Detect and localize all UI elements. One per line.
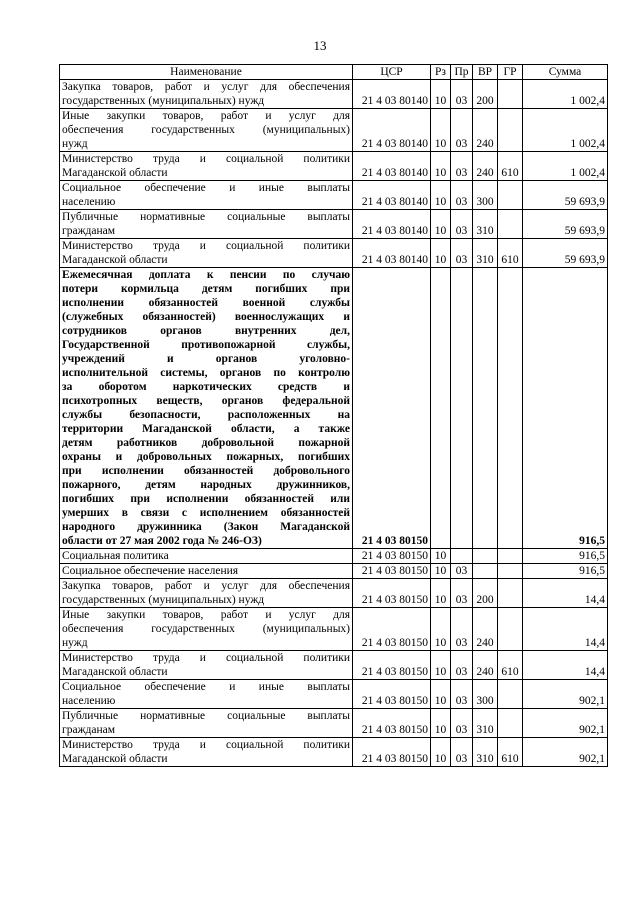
cell-sum: 59 693,9: [523, 181, 608, 210]
cell-vr: 200: [473, 579, 498, 608]
table-row: [60, 80, 608, 109]
name-line: учреждений и органов уголовно-: [62, 353, 350, 365]
name-line: охраны и добровольных пожарных, погибших: [62, 451, 350, 463]
name-line: Министерство труда и социальной политики: [62, 240, 350, 252]
cell-gr: [498, 549, 523, 564]
cell-gr: [498, 268, 523, 549]
cell-csr: 21 4 03 80140: [353, 181, 431, 210]
name-line: потери кормильца детям погибших при: [62, 283, 350, 295]
cell-csr: 21 4 03 80140: [353, 152, 431, 181]
cell-name: [60, 579, 353, 608]
cell-rz: 10: [431, 651, 451, 680]
name-line: Социальная политика: [62, 550, 169, 562]
table-row: [60, 564, 608, 579]
table-row: [60, 579, 608, 608]
cell-sum: 59 693,9: [523, 239, 608, 268]
name-line: Магаданской области: [62, 666, 168, 678]
name-line: области от 27 мая 2002 года № 246-ОЗ): [62, 535, 262, 547]
cell-name: [60, 680, 353, 709]
name-line: Социальное обеспечение и иные выплаты: [62, 182, 350, 194]
cell-sum: 1 002,4: [523, 80, 608, 109]
name-line: Магаданской области: [62, 254, 168, 266]
cell-csr: 21 4 03 80140: [353, 109, 431, 152]
cell-gr: 610: [498, 152, 523, 181]
cell-vr: 240: [473, 152, 498, 181]
cell-rz: 10: [431, 181, 451, 210]
cell-pr: 03: [451, 80, 473, 109]
cell-pr: 03: [451, 210, 473, 239]
name-line: исполнении обязанностей военной службы: [62, 297, 350, 309]
name-line: при исполнении обязанностей добровольного: [62, 465, 350, 477]
cell-csr: 21 4 03 80150: [353, 738, 431, 767]
name-line: Министерство труда и социальной политики: [62, 652, 350, 664]
cell-gr: 610: [498, 738, 523, 767]
name-line: Магаданской области: [62, 167, 168, 179]
table-row: [60, 738, 608, 767]
table-body: [60, 80, 608, 767]
name-line: Публичные нормативные социальные выплаты: [62, 710, 350, 722]
cell-vr: [473, 549, 498, 564]
cell-gr: [498, 109, 523, 152]
cell-rz: [431, 268, 451, 549]
cell-pr: 03: [451, 579, 473, 608]
header-name: Наименование: [60, 65, 353, 80]
cell-pr: [451, 268, 473, 549]
cell-csr: 21 4 03 80150: [353, 579, 431, 608]
name-line: обеспечения государственных (муниципальных): [62, 124, 350, 136]
cell-pr: 03: [451, 709, 473, 738]
cell-rz: 10: [431, 80, 451, 109]
page-number: 13: [313, 38, 327, 53]
cell-name: [60, 80, 353, 109]
table-header-row: [60, 65, 608, 80]
cell-gr: [498, 80, 523, 109]
cell-vr: 310: [473, 709, 498, 738]
cell-rz: 10: [431, 210, 451, 239]
table-row: [60, 181, 608, 210]
name-line: Закупка товаров, работ и услуг для обеспечения: [62, 580, 350, 592]
cell-gr: [498, 579, 523, 608]
name-line: населению: [62, 196, 116, 208]
cell-sum: 916,5: [523, 549, 608, 564]
header-gr: ГР: [498, 65, 523, 80]
name-line: (служебных обязанностей) военнослужащих и: [62, 311, 350, 323]
header-vr: ВР: [473, 65, 498, 80]
cell-rz: 10: [431, 109, 451, 152]
table-row: [60, 109, 608, 152]
header-rz: Рз: [431, 65, 451, 80]
name-line: исполнительной системы, органов по контролю: [62, 367, 350, 379]
table-row: [60, 651, 608, 680]
cell-pr: 03: [451, 564, 473, 579]
cell-csr: 21 4 03 80140: [353, 239, 431, 268]
cell-name: [60, 181, 353, 210]
name-line: Министерство труда и социальной политики: [62, 153, 350, 165]
table-row: [60, 210, 608, 239]
header-sum: Сумма: [523, 65, 608, 80]
name-line: службы безопасности, расположенных на: [62, 409, 350, 421]
name-line: сотрудников органов внутренних дел,: [62, 325, 350, 337]
cell-pr: 03: [451, 239, 473, 268]
cell-name: [60, 608, 353, 651]
cell-csr: 21 4 03 80150: [353, 564, 431, 579]
cell-gr: 610: [498, 651, 523, 680]
cell-vr: 240: [473, 109, 498, 152]
cell-gr: [498, 680, 523, 709]
cell-vr: 300: [473, 680, 498, 709]
cell-name: [60, 268, 353, 549]
cell-rz: 10: [431, 152, 451, 181]
cell-pr: 03: [451, 651, 473, 680]
name-line: Иные закупки товаров, работ и услуг для: [62, 110, 350, 122]
cell-rz: 10: [431, 709, 451, 738]
name-line: психотропных веществ, органов федеральной: [62, 395, 350, 407]
cell-pr: 03: [451, 152, 473, 181]
name-line: населению: [62, 695, 116, 707]
name-line: Закупка товаров, работ и услуг для обеспечения: [62, 81, 350, 93]
cell-pr: [451, 549, 473, 564]
cell-name: [60, 709, 353, 738]
name-line: пожарного, детям народных дружинников,: [62, 479, 350, 491]
table-row: [60, 268, 608, 549]
name-line: Министерство труда и социальной политики: [62, 739, 350, 751]
cell-rz: 10: [431, 564, 451, 579]
name-line: государственных (муниципальных) нужд: [62, 594, 265, 606]
cell-sum: 902,1: [523, 738, 608, 767]
header-csr: ЦСР: [353, 65, 431, 80]
name-line: Государственной противопожарной службы,: [62, 339, 350, 351]
cell-csr: 21 4 03 80150: [353, 268, 431, 549]
cell-vr: [473, 268, 498, 549]
cell-pr: 03: [451, 680, 473, 709]
cell-pr: 03: [451, 109, 473, 152]
table-row: [60, 549, 608, 564]
table-row: [60, 680, 608, 709]
name-line: Социальное обеспечение населения: [62, 565, 239, 577]
cell-sum: 1 002,4: [523, 109, 608, 152]
cell-sum: 916,5: [523, 268, 608, 549]
cell-name: [60, 109, 353, 152]
cell-vr: 310: [473, 239, 498, 268]
cell-sum: 14,4: [523, 579, 608, 608]
cell-gr: 610: [498, 239, 523, 268]
cell-sum: 902,1: [523, 680, 608, 709]
cell-gr: [498, 210, 523, 239]
cell-rz: 10: [431, 239, 451, 268]
cell-sum: 14,4: [523, 608, 608, 651]
cell-sum: 916,5: [523, 564, 608, 579]
cell-name: [60, 738, 353, 767]
cell-name: [60, 152, 353, 181]
table-row: [60, 152, 608, 181]
cell-rz: 10: [431, 738, 451, 767]
name-line: Ежемесячная доплата к пенсии по случаю: [62, 269, 350, 281]
cell-vr: [473, 564, 498, 579]
cell-vr: 300: [473, 181, 498, 210]
cell-csr: 21 4 03 80140: [353, 80, 431, 109]
name-line: нужд: [62, 138, 88, 150]
cell-csr: 21 4 03 80150: [353, 709, 431, 738]
name-line: Социальное обеспечение и иные выплаты: [62, 681, 350, 693]
table-row: [60, 709, 608, 738]
cell-sum: 902,1: [523, 709, 608, 738]
name-line: нужд: [62, 637, 88, 649]
name-line: умерших в связи с исполнением обязанностей: [62, 507, 350, 519]
cell-gr: [498, 564, 523, 579]
cell-vr: 310: [473, 210, 498, 239]
cell-rz: 10: [431, 608, 451, 651]
name-line: детям работников добровольной пожарной: [62, 437, 350, 449]
cell-vr: 200: [473, 80, 498, 109]
name-line: гражданам: [62, 225, 116, 237]
table-row: [60, 608, 608, 651]
cell-pr: 03: [451, 181, 473, 210]
cell-vr: 310: [473, 738, 498, 767]
name-line: Магаданской области: [62, 753, 168, 765]
cell-sum: 14,4: [523, 651, 608, 680]
cell-vr: 240: [473, 608, 498, 651]
table-row: [60, 239, 608, 268]
cell-gr: [498, 608, 523, 651]
cell-rz: 10: [431, 579, 451, 608]
name-line: Иные закупки товаров, работ и услуг для: [62, 609, 350, 621]
cell-sum: 59 693,9: [523, 210, 608, 239]
cell-name: [60, 239, 353, 268]
cell-rz: 10: [431, 549, 451, 564]
cell-sum: 1 002,4: [523, 152, 608, 181]
cell-name: [60, 564, 353, 579]
cell-pr: 03: [451, 608, 473, 651]
name-line: гражданам: [62, 724, 116, 736]
cell-vr: 240: [473, 651, 498, 680]
name-line: государственных (муниципальных) нужд: [62, 95, 265, 107]
name-line: территории Магаданской области, а также: [62, 423, 350, 435]
cell-csr: 21 4 03 80150: [353, 549, 431, 564]
cell-gr: [498, 181, 523, 210]
name-line: погибших при исполнении обязанностей или: [62, 493, 350, 505]
cell-csr: 21 4 03 80150: [353, 608, 431, 651]
cell-name: [60, 549, 353, 564]
name-line: обеспечения государственных (муниципальных): [62, 623, 350, 635]
cell-name: [60, 651, 353, 680]
cell-csr: 21 4 03 80150: [353, 680, 431, 709]
cell-rz: 10: [431, 680, 451, 709]
header-pr: Пр: [451, 65, 473, 80]
budget-table: [59, 64, 608, 767]
cell-csr: 21 4 03 80150: [353, 651, 431, 680]
cell-gr: [498, 709, 523, 738]
name-line: Публичные нормативные социальные выплаты: [62, 211, 350, 223]
cell-pr: 03: [451, 738, 473, 767]
name-line: народного дружинника (Закон Магаданской: [62, 521, 350, 533]
cell-name: [60, 210, 353, 239]
name-line: за оборотом наркотических средств и: [62, 381, 350, 393]
cell-csr: 21 4 03 80140: [353, 210, 431, 239]
